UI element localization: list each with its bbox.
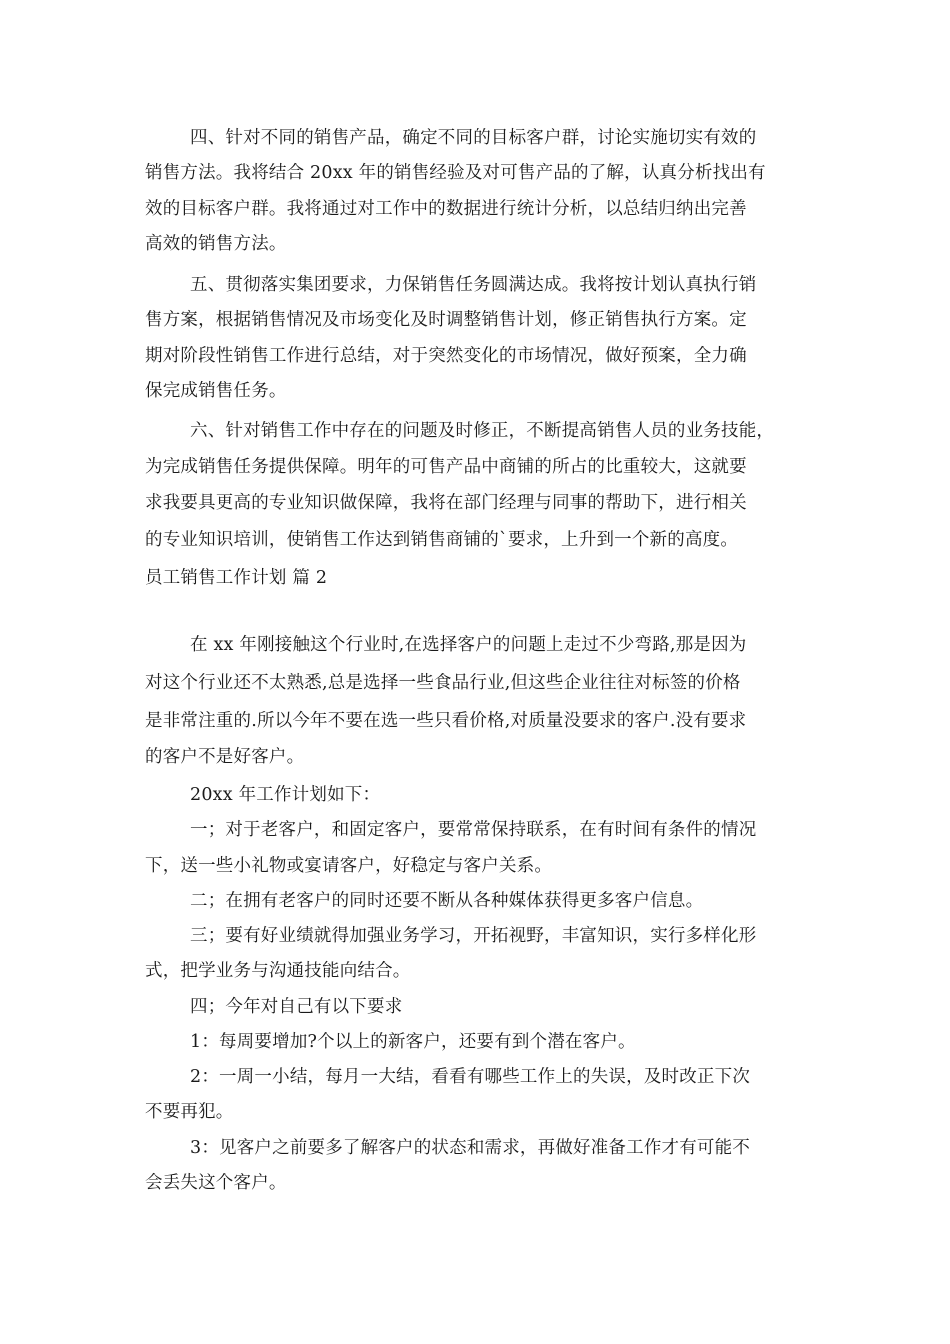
section4-line-3: 效的目标客户群。我将通过对工作中的数据进行统计分析，以总结归纳出完善: [145, 199, 747, 219]
intro-line-4: 的客户不是好客户。: [145, 747, 305, 767]
section6-line-2: 为完成销售任务提供保障。明年的可售产品中商铺的所占的比重较大，这就要: [145, 457, 747, 477]
plan4-line-1: 四；今年对自己有以下要求: [190, 997, 403, 1017]
section6-line-4: 的专业知识培训，使销售工作达到销售商铺的`要求，上升到一个新的高度。: [145, 530, 739, 550]
section4-line-2: 销售方法。我将结合 20xx 年的销售经验及对可售产品的了解，认真分析找出有: [145, 163, 766, 183]
req3-line-2: 会丢失这个客户。: [145, 1173, 287, 1193]
section5-line-4: 保完成销售任务。: [145, 381, 287, 401]
req2-line-1: 2：一周一小结，每月一大结，看看有哪些工作上的失误，及时改正下次: [190, 1067, 751, 1087]
plan1-line-2: 下，送一些小礼物或宴请客户，好稳定与客户关系。: [145, 856, 553, 876]
section5-line-2: 售方案，根据销售情况及市场变化及时调整销售计划，修正销售执行方案。定: [145, 310, 747, 330]
plan3-line-1: 三；要有好业绩就得加强业务学习，开拓视野，丰富知识，实行多样化形: [190, 926, 757, 946]
section5-line-3: 期对阶段性销售工作进行总结，对于突然变化的市场情况，做好预案，全力确: [145, 346, 747, 366]
req2-line-2: 不要再犯。: [145, 1102, 234, 1122]
req3-line-1: 3：见客户之前要多了解客户的状态和需求，再做好准备工作才有可能不: [190, 1138, 751, 1158]
plan-title: 20xx 年工作计划如下：: [190, 785, 381, 805]
section6-line-1: 六、针对销售工作中存在的问题及时修正，不断提高销售人员的业务技能，: [190, 421, 775, 441]
intro-line-2: 对这个行业还不太熟悉,总是选择一些食品行业,但这些企业往往对标签的价格: [145, 673, 741, 693]
section4-line-4: 高效的销售方法。: [145, 234, 287, 254]
plan3-line-2: 式，把学业务与沟通技能向结合。: [145, 961, 411, 981]
section4-line-1: 四、针对不同的销售产品，确定不同的目标客户群，讨论实施切实有效的: [190, 128, 757, 148]
section6-line-3: 求我要具更高的专业知识做保障，我将在部门经理与同事的帮助下，进行相关: [145, 493, 747, 513]
plan1-line-1: 一；对于老客户，和固定客户，要常常保持联系，在有时间有条件的情况: [190, 820, 757, 840]
intro-line-3: 是非常注重的.所以今年不要在选一些只看价格,对质量没要求的客户.没有要求: [145, 711, 747, 731]
section5-line-1: 五、贯彻落实集团要求，力保销售任务圆满达成。我将按计划认真执行销: [190, 275, 757, 295]
intro-line-1: 在 xx 年刚接触这个行业时,在选择客户的问题上走过不少弯路,那是因为: [190, 635, 747, 655]
section-heading: 员工销售工作计划 篇 2: [145, 568, 328, 588]
plan2-line-1: 二；在拥有老客户的同时还要不断从各种媒体获得更多客户信息。: [190, 891, 704, 911]
req1-line-1: 1：每周要增加?个以上的新客户，还要有到个潜在客户。: [190, 1032, 636, 1052]
